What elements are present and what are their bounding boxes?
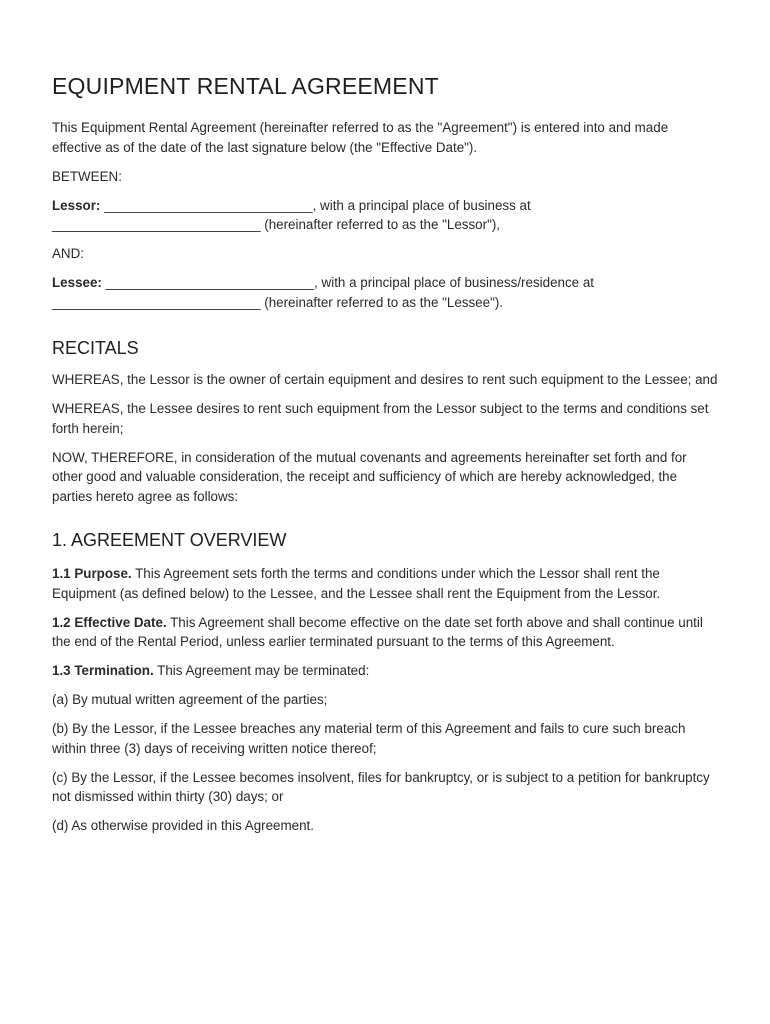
clause-1-2	[52, 613, 718, 652]
recital-whereas-1: WHEREAS, the Lessor is the owner of certain equipment and desires to rent such equipment to the Lessee; and	[52, 372, 718, 387]
and-label: AND:	[52, 246, 84, 261]
lessor-label: Lessor:	[52, 197, 101, 213]
clause-1-2-text: This Agreement shall become effective on the date set forth above and shall continue until the end of the Rental Period, unless earlier terminated pursuant to the terms of this Agreement.	[52, 614, 703, 649]
between-label: BETWEEN:	[52, 168, 122, 184]
clause-1-3-label: 1.3 Termination.	[52, 663, 154, 678]
termination-item-c: (c) By the Lessor, if the Lessee becomes insolvent, files for bankruptcy, or is subject to a petition for bankruptcy not dismissed within thirty (30) days; or	[52, 769, 710, 804]
lessee-text: ____________________________, with a principal place of business/residence at ____________________________ (hereinafter referred to as the "Lessee").	[52, 275, 594, 310]
clause-1-3	[52, 661, 718, 681]
recital-whereas-2: WHEREAS, the Lessee desires to rent such equipment from the Lessor subject to the terms and conditions set forth herein;	[52, 401, 709, 436]
recitals-heading: RECITALS	[52, 338, 139, 358]
lessor-text: ____________________________, with a principal place of business at ____________________________ (hereinafter referred to as the "Lessor"),	[52, 197, 531, 232]
recital-now-therefore: NOW, THEREFORE, in consideration of the mutual covenants and agreements hereinafter set forth and for other good and valuable consideration, the receipt and sufficiency of which are hereby acknowledged, the parties hereto agree as follows:	[52, 449, 687, 504]
clause-1-1-text: This Agreement sets forth the terms and conditions under which the Lessor shall rent the Equipment (as defined below) to the Lessee, and the Lessee shall rent the Equipment from the Lessor.	[52, 566, 661, 601]
clause-1-3-text: This Agreement may be terminated:	[153, 663, 370, 678]
lessee-label: Lessee:	[52, 275, 102, 290]
lessor-paragraph	[52, 196, 718, 235]
clause-1-1	[52, 564, 718, 603]
lessee-paragraph	[52, 273, 718, 312]
clause-1-1-label: 1.1 Purpose.	[52, 566, 132, 581]
document-title: EQUIPMENT RENTAL AGREEMENT	[52, 73, 439, 99]
clause-1-2-label: 1.2 Effective Date.	[52, 614, 167, 630]
termination-item-b: (b) By the Lessor, if the Lessee breaches any material term of this Agreement and fails to cure such breach within three (3) days of receiving written notice thereof;	[52, 721, 686, 756]
termination-item-a: (a) By mutual written agreement of the parties;	[52, 692, 328, 707]
section-1-heading: 1. AGREEMENT OVERVIEW	[52, 530, 287, 550]
termination-item-d: (d) As otherwise provided in this Agreement.	[52, 818, 314, 833]
intro-paragraph: This Equipment Rental Agreement (hereinafter referred to as the "Agreement") is entered into and made effective as of the date of the last signature below (the "Effective Date").	[52, 120, 669, 155]
